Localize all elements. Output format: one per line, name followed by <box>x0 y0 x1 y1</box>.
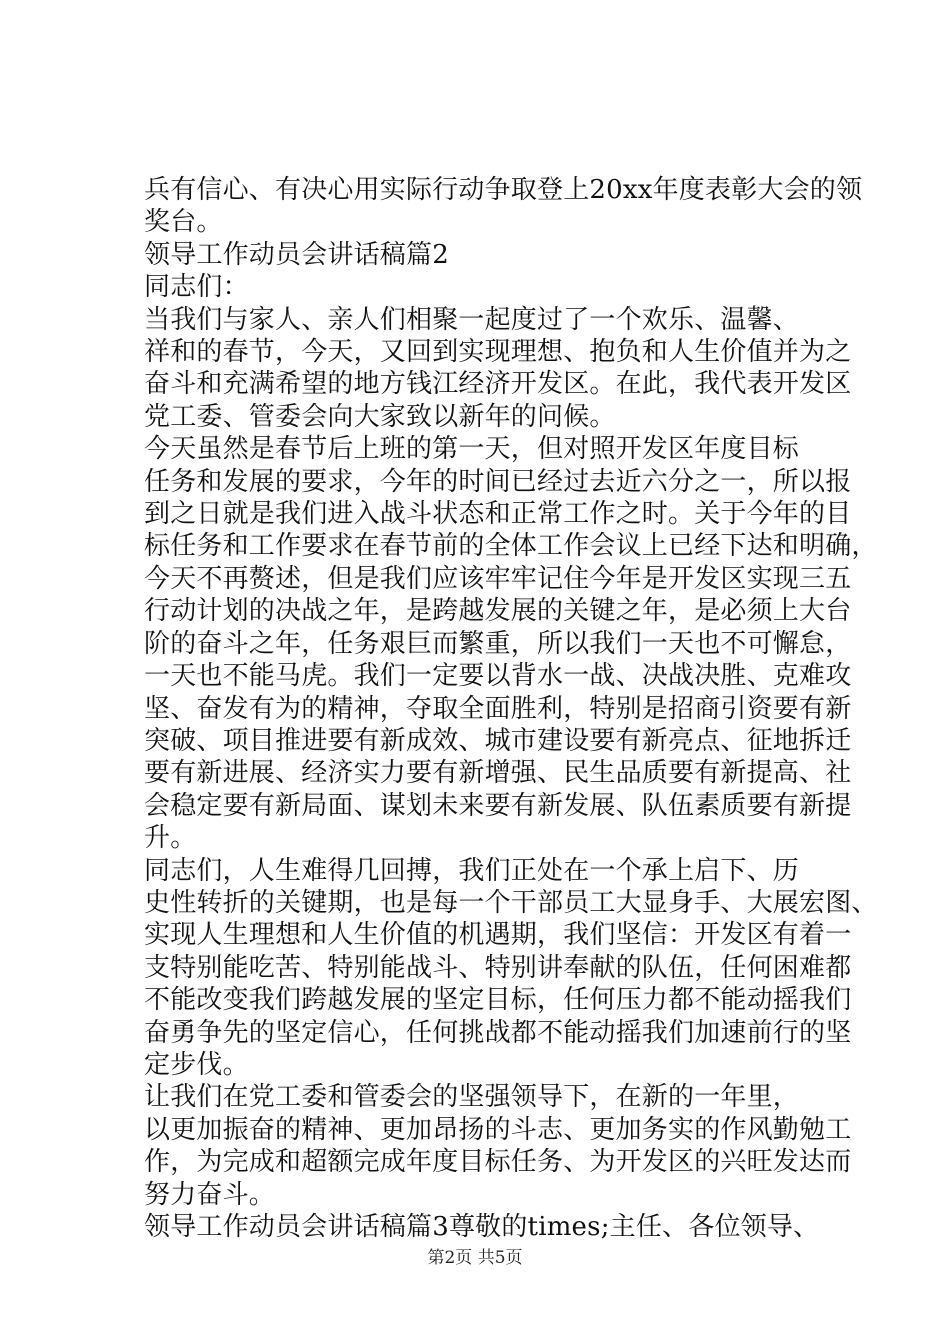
text-line: 党工委、管委会向大家致以新年的问候。 <box>144 401 616 432</box>
text-line: 同志们： <box>144 272 249 303</box>
text-line: 让我们在党工委和管委会的坚强领导下，在新的一年里， <box>144 1082 800 1113</box>
text-line: 同志们，人生难得几回搏，我们正处在一个承上启下、历 <box>144 855 800 886</box>
text-line: 史性转折的关键期，也是每一个干部员工大显身手、大展宏图、 <box>144 887 878 918</box>
text-line: 阶的奋斗之年，任务艰巨而繁重，所以我们一天也不可懈怠， <box>144 628 852 659</box>
text-line: 奖台。 <box>144 207 223 238</box>
text-line: 突破、项目推进要有新成效、城市建设要有新亮点、征地拆迁 <box>144 725 852 756</box>
text-line: 当我们与家人、亲人们相聚一起度过了一个欢乐、温馨、 <box>144 304 800 335</box>
text-line: 实现人生理想和人生价值的机遇期，我们坚信：开发区有着一 <box>144 920 852 951</box>
text-line: 作，为完成和超额完成年度目标任务、为开发区的兴旺发达而 <box>144 1147 852 1178</box>
text-line: 标任务和工作要求在春节前的全体工作会议上已经下达和明确， <box>144 531 878 562</box>
text-line: 支特别能吃苦、特别能战斗、特别讲奉献的队伍，任何困难都 <box>144 952 852 983</box>
text-line: 今天虽然是春节后上班的第一天，但对照开发区年度目标 <box>144 434 800 465</box>
text-line: 不能改变我们跨越发展的坚定目标，任何压力都不能动摇我们 <box>144 985 852 1016</box>
text-line: 奋勇争先的坚定信心，任何挑战都不能动摇我们加速前行的坚 <box>144 1017 852 1048</box>
text-line: 努力奋斗。 <box>144 1179 276 1210</box>
text-line: 坚、奋发有为的精神，夺取全面胜利，特别是招商引资要有新 <box>144 693 852 724</box>
text-line: 祥和的春节，今天，又回到实现理想、抱负和人生价值并为之 <box>144 337 852 368</box>
text-line: 领导工作动员会讲话稿篇2 <box>144 239 449 270</box>
document-body <box>144 174 878 1243</box>
text-line: 一天也不能马虎。我们一定要以背水一战、决战决胜、克难攻 <box>144 661 852 692</box>
text-line: 兵有信心、有决心用实际行动争取登上20xx年度表彰大会的领 <box>144 175 863 205</box>
text-line: 任务和发展的要求，今年的时间已经过去近六分之一，所以报 <box>144 466 852 497</box>
text-line: 要有新进展、经济实力要有新增强、民生品质要有新提高、社 <box>144 758 852 789</box>
text-line: 到之日就是我们进入战斗状态和正常工作之时。关于今年的目 <box>144 499 852 530</box>
text-line: 领导工作动员会讲话稿篇3尊敬的times;主任、各位领导、 <box>144 1212 820 1242</box>
text-line: 以更加振奋的精神、更加昂扬的斗志、更加务实的作风勤勉工 <box>144 1114 852 1145</box>
page-footer: 第2页 共5页 <box>427 1248 523 1268</box>
text-line: 奋斗和充满希望的地方钱江经济开发区。在此，我代表开发区 <box>144 369 852 400</box>
text-line: 今天不再赘述，但是我们应该牢牢记住今年是开发区实现三五 <box>144 563 852 594</box>
text-line: 定步伐。 <box>144 1049 249 1080</box>
text-line: 升。 <box>144 823 197 854</box>
text-line: 会稳定要有新局面、谋划未来要有新发展、队伍素质要有新提 <box>144 790 852 821</box>
text-line: 行动计划的决战之年，是跨越发展的关键之年，是必须上大台 <box>144 596 852 627</box>
